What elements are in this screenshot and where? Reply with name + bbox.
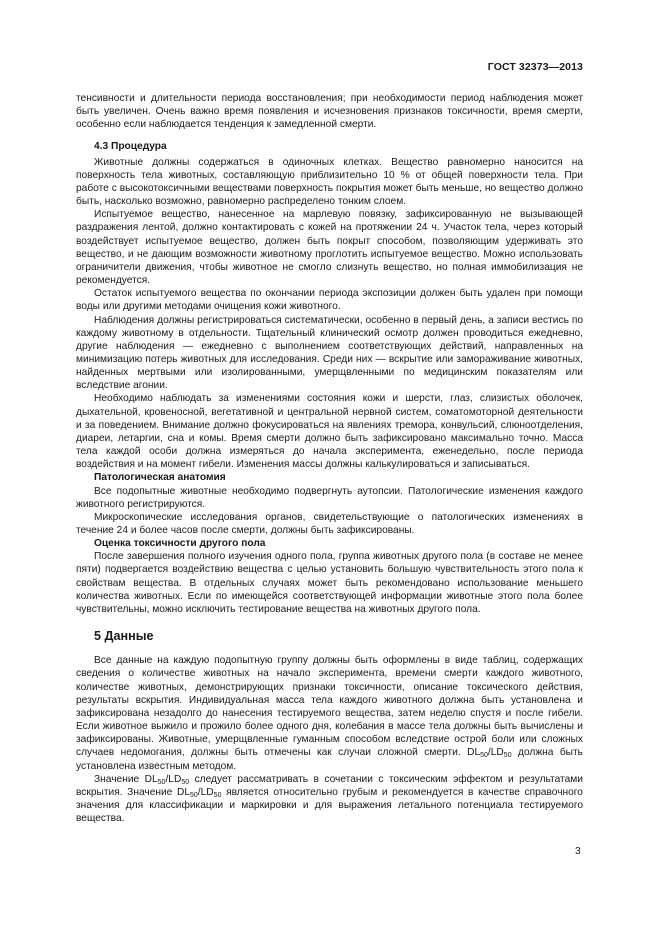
text-run: следует рассматривать в сочетании с токсическим эффектом и результатами вскрытия. Значение [76,773,583,798]
text-run: является относительно грубым и рекомендуется в качестве справочного значения для классификации и маркировки и для выражения летального потенциала тестируемого вещества. [76,786,583,825]
page-number: 3 [575,846,581,857]
paragraph: Остаток испытуемого вещества по окончании периода экспозиции должен быть удален при помощи воды или другими методами очищения кожи животного. [76,288,583,313]
paragraph: Испытуемое вещество, нанесенное на марлевую повязку, зафиксированную не вызывающей раздражения лентой, должно контактировать с кожей на протяжении 24 ч. Участок тела, через который воздействует испытуемое вещество, должен быть покрыт способом, позволяющим удерживать это вещество, и не дающим возможности животному проглотить испытуемое вещество. Можно использовать ограничители движения, чтобы животное не смогло слизнуть вещество, но полная иммобилизация не рекомендуется. [76,209,583,287]
subscript: 50 [190,791,198,799]
document-code: ГОСТ 32373—2013 [487,61,583,73]
text-run: Все данные на каждую подопытную группу должны быть оформлены в виде таблиц, содержащих сведения о количестве животных на начало эксперимента, времени смерти каждого животного, количестве животных, демонстрирующих признаки токсичности, описание токсического действия, результаты вскрытия. Индивидуальная масса тела каждого животного должна быть установлена и зафиксирована незадолго до нанесения тестируемого вещества, затем неделю спустя и после гибели. Если животное выжило и прожило более одного дня, колебания в массе тела должны быть вычислены и зафиксированы. Животные, умерщвленные гуманным способом вследствие острой боли или сложных случаев недомогания, должны быть отмечены как случаи сложной смерти. [76,655,583,759]
page-content [76,92,583,825]
ld-symbol: LD [200,786,214,798]
section-5-title: 5 Данные [94,629,154,644]
data-paragraph-1 [76,654,583,772]
ld-symbol: LD [490,747,504,759]
other-sex-subtitle: Оценка токсичности другого пола [94,538,266,550]
paragraph: Животные должны содержаться в одиночных клетках. Вещество равномерно наносится на поверхность тела животных, составляющую приблизительно 10 % от общей поверхности тела. При работе с высокотоксичными веществами поверхность покрытия может быть меньше, но вещество должно быть, насколько возможно, равномерно распределено тонким слоем. [76,156,583,208]
paragraph: Необходимо наблюдать за изменениями состояния кожи и шерсти, глаз, слизистых оболочек, дыхательной, кровеносной, вегетативной и центральной нервной систем, соматомоторной деятельности и за поведением. Внимание должно фокусироваться на явлениях тремора, конвульсий, слюноотделения, диареи, летаргии, сна и комы. Время смерти должно быть зафиксировано максимально точно. Масса тела каждой особи должна измеряться до начала эксперимента, еженедельно, после периода воздействия и на момент гибели. Изменения массы должны калькулироваться и записываться. [76,393,583,471]
slash: / [197,786,201,798]
subscript: 50 [181,778,190,786]
paragraph: Наблюдения должны регистрироваться систематически, особенно в первый день, а записи вестись по каждому животному в отдельности. Тщательный клинический осмотр должен проводиться ежедневно, другие наблюдения — ежедневно с выполнением соответствующих действий, направленных на минимизацию потерь животных для исследования. Среди них — вскрытие или замораживание животных, найденных мертвыми или изолированными, умерщвленными по медицинским показателям или вследствие агонии. [76,314,583,392]
paragraph: После завершения полного изучения одного пола, группа животных другого пола (в составе не менее пяти) подвергается воздействию вещества с целью установить большую чувствительность этого пола к свойствам вещества. В отдельных случаях может быть рекомендовано использование меньшего количества животных. Если по имеющейся соответствующей информации животные этого пола более чувствительны, можно исключить тестирование вещества на животных другого пола. [76,551,583,615]
slash: / [165,773,169,785]
intro-paragraph: тенсивности и длительности периода восстановления; при необходимости период наблюдения может быть увеличен. Очень важно время появления и исчезновения признаков токсичности, время смерти, особенно если наблюдается тенденция к замедленной смерти. [76,93,583,131]
data-paragraph-2 [76,773,583,826]
dl-symbol: DL [144,773,158,785]
subscript: 50 [503,752,512,760]
text-run: должна быть установлена известным методом. [76,747,583,772]
paragraph: Микроскопические исследования органов, свидетельствующие о патологических изменениях в течение 24 и более часов после смерти, должны быть зафиксированы. [76,511,583,536]
text-run: Значение [94,773,140,785]
subscript: 50 [480,752,488,760]
section-4-3-title: 4.3 Процедура [94,141,167,153]
dl-symbol: DL [467,747,481,759]
paragraph: Все подопытные животные необходимо подвергнуть аутопсии. Патологические изменения каждого животного регистрируются. [76,485,583,510]
subscript: 50 [213,791,222,799]
subscript: 50 [157,778,166,786]
dl-symbol: DL [176,786,190,798]
slash: / [487,747,491,759]
ld-symbol: LD [168,773,182,785]
pathology-subtitle: Патологическая анатомия [94,472,226,484]
